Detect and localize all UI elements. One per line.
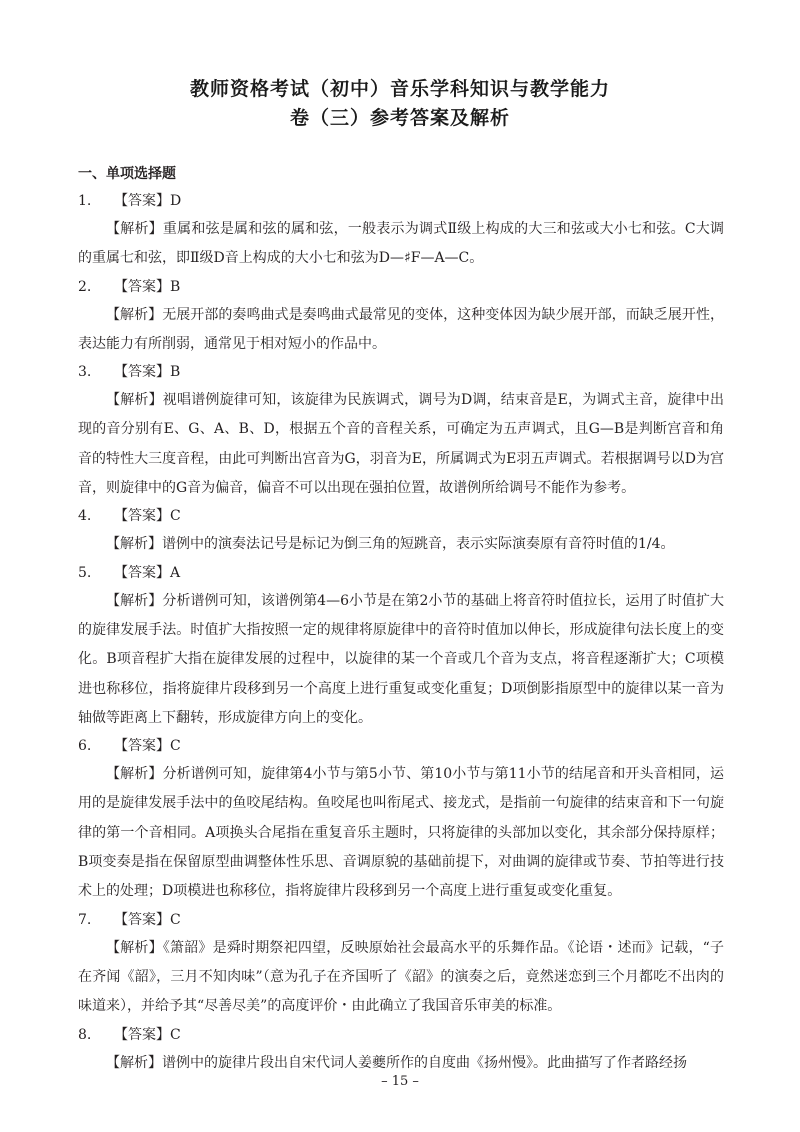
answer-value: B: [170, 364, 181, 381]
explanation: [78, 587, 724, 733]
answer-item-5: [78, 560, 724, 733]
explanation-text: 重属和弦是属和弦的属和弦，一般表示为调式Ⅱ级上构成的大三和弦或大小七和弦。C大调的重属七和弦，即Ⅱ级D音上构成的大小七和弦为D—♯F—A—C。: [78, 221, 725, 267]
answer-line: [78, 907, 724, 934]
question-number: 7.: [78, 911, 92, 928]
explanation-label: 【解析】: [106, 536, 162, 553]
answer-line: [78, 733, 724, 760]
answer-item-4: [78, 503, 724, 559]
answer-value: D: [170, 193, 182, 209]
explanation-text: 无展开部的奏鸣曲式是奏鸣曲式最常见的变体，这种变体因为缺少展开部，而缺乏展开性，表达能力有所削弱，通常见于相对短小的作品中。: [78, 306, 724, 352]
answer-line: [78, 1022, 724, 1049]
question-number: 5.: [78, 564, 92, 581]
explanation-label: 【解析】: [106, 1054, 162, 1071]
question-number: 1.: [78, 193, 92, 209]
answer-label: 【答案】: [114, 1026, 170, 1043]
explanation-label: 【解析】: [106, 766, 163, 783]
answer-value: B: [170, 278, 181, 295]
explanation: [78, 530, 724, 559]
answer-value: C: [170, 911, 181, 928]
explanation-label: 【解析】: [106, 392, 163, 409]
explanation-text: 《箫韶》是舜时期祭祀四望，反映原始社会最高水平的乐舞作品。《论语・述而》记载，“子在齐闻《韶》，三月不知肉味”（意为孔子在齐国听了《韶》的演奏之后，竟然迷恋到三个月都吃不出肉的味道来），并给予其“尽善尽美”的高度评价・由此确立了我国音乐审美的标准。: [78, 939, 725, 1015]
answer-item-3: [78, 359, 724, 503]
answer-line: [78, 359, 724, 386]
question-number: 6.: [78, 738, 92, 755]
answer-value: C: [170, 1026, 181, 1043]
explanation-text: 视唱谱例旋律可知，该旋律为民族调式，调号为D调，结束音是E，为调式主音，旋律中出现的音分别有E、G、A、B、D，根据五个音的音程关系，可确定为五声调式，且G—B是判断宫音和角音的特性大三度音程，由此可判断出宫音为G，羽音为E，所属调式为E羽五声调式。若根据调号以D为宫音，则旋律中的G音为偏音，偏音不可以出现在强拍位置，故谱例所给调号不能作为参考。: [78, 392, 724, 497]
explanation: [78, 215, 724, 274]
answer-line: [78, 274, 724, 301]
answer-label: 【答案】: [114, 193, 170, 209]
answer-value: C: [170, 508, 181, 525]
answer-item-2: [78, 274, 724, 360]
answer-label: 【答案】: [114, 564, 170, 581]
page-subtitle: 卷（三）参考答案及解析: [289, 107, 510, 129]
answer-item-1: [78, 188, 724, 274]
answer-line: [78, 503, 724, 530]
answer-label: 【答案】: [114, 278, 170, 295]
explanation: [78, 386, 724, 503]
answer-line: [78, 188, 724, 215]
section-heading: 一、单项选择题: [78, 166, 176, 182]
question-number: 2.: [78, 278, 92, 295]
page-number: – 15 –: [381, 1074, 419, 1089]
explanation-text: 谱例中的演奏法记号是标记为倒三角的短跳音，表示实际演奏原有音符时值的1/4。: [162, 536, 675, 553]
answer-item-8: [78, 1022, 724, 1078]
explanation-text: 谱例中的旋律片段出自宋代词人姜夔所作的自度曲《扬州慢》。此曲描写了作者路经扬: [162, 1054, 687, 1071]
explanation-label: 【解析】: [106, 306, 163, 323]
answer-label: 【答案】: [114, 508, 170, 525]
page-title: 教师资格考试（初中）音乐学科知识与教学能力: [189, 78, 610, 100]
explanation-label: 【解析】: [106, 592, 163, 609]
answer-line: [78, 560, 724, 587]
question-number: 8.: [78, 1026, 92, 1043]
answer-value: C: [170, 738, 181, 755]
answer-value: A: [170, 564, 181, 581]
explanation: [78, 934, 724, 1022]
answer-label: 【答案】: [114, 738, 170, 755]
explanation: [78, 301, 724, 360]
explanation-label: 【解析】: [106, 939, 163, 956]
question-number: 4.: [78, 508, 92, 525]
explanation: [78, 760, 724, 906]
question-number: 3.: [78, 364, 92, 381]
explanation-text: 分析谱例可知，该谱例第4—6小节是在第2小节的基础上将音符时值拉长，运用了时值扩大的旋律发展手法。时值扩大指按照一定的规律将原旋律中的音符时值加以伸长，形成旋律句法长度上的变化。B项音程扩大指在旋律发展的过程中，以旋律的某一个音或几个音为支点，将音程逐渐扩大；C项模进也称移位，指将旋律片段移到另一个高度上进行重复或变化重复；D项倒影指原型中的旋律以某一音为轴做等距离上下翻转，形成旋律方向上的变化。: [78, 592, 724, 726]
answer-item-6: [78, 733, 724, 906]
explanation-label: 【解析】: [106, 221, 163, 237]
answer-label: 【答案】: [114, 364, 170, 381]
answer-label: 【答案】: [114, 911, 170, 928]
answer-item-7: [78, 907, 724, 1022]
answer-list: [78, 188, 724, 1078]
explanation-text: 分析谱例可知，旋律第4小节与第5小节、第10小节与第11小节的结尾音和开头音相同，运用的是旋律发展手法中的鱼咬尾结构。鱼咬尾也叫衔尾式、接龙式，是指前一句旋律的结束音和下一句旋律的第一个音相同。A项换头合尾指在重复音乐主题时，只将旋律的头部加以变化，其余部分保持原样；B项变奏是指在保留原型曲调整体性乐思、音调原貌的基础前提下，对曲调的旋律或节奏、节拍等进行技术上的处理；D项模进也称移位，指将旋律片段移到另一个高度上进行重复或变化重复。: [78, 766, 725, 900]
